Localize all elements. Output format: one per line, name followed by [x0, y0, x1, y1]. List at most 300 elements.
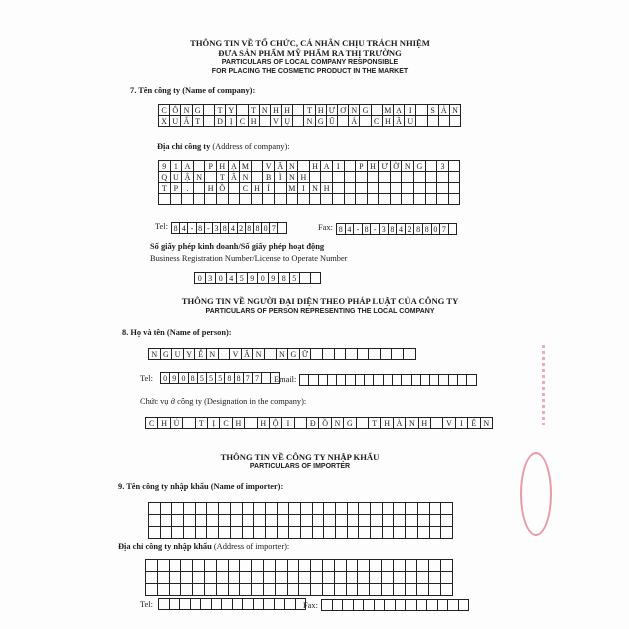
form-char-cell[interactable]: 8 — [279, 273, 290, 283]
form-char-cell[interactable] — [368, 183, 380, 194]
form-char-cell[interactable] — [370, 584, 382, 596]
form-char-cell[interactable] — [170, 572, 182, 584]
form-char-cell[interactable]: Ì — [275, 172, 287, 183]
form-char-cell[interactable]: T — [193, 116, 204, 127]
form-char-cell[interactable]: V — [443, 418, 455, 428]
form-char-cell[interactable] — [359, 503, 371, 515]
form-char-cell[interactable] — [323, 560, 335, 572]
form-char-cell[interactable]: Y — [226, 105, 237, 116]
form-char-cell[interactable] — [243, 527, 255, 539]
form-char-cell[interactable] — [328, 375, 337, 385]
form-char-cell[interactable]: 3 — [213, 223, 221, 233]
form-char-cell[interactable] — [382, 572, 394, 584]
form-char-cell[interactable] — [309, 375, 318, 385]
form-char-cell[interactable]: H — [381, 418, 393, 428]
form-char-cell[interactable] — [402, 172, 414, 183]
form-char-cell[interactable]: Ă — [242, 349, 254, 359]
form-char-cell[interactable] — [181, 584, 193, 596]
form-char-cell[interactable] — [333, 183, 345, 194]
form-char-cell[interactable] — [391, 194, 403, 205]
form-char-cell[interactable] — [467, 375, 475, 385]
form-char-cell[interactable]: Ờ — [391, 161, 403, 172]
form-char-cell[interactable] — [371, 503, 383, 515]
form-char-cell[interactable]: C — [372, 116, 383, 127]
form-char-cell[interactable] — [207, 503, 219, 515]
form-char-cell[interactable] — [347, 584, 359, 596]
form-char-cell[interactable] — [427, 600, 438, 610]
form-char-cell[interactable]: M — [383, 105, 394, 116]
form-char-cell[interactable] — [231, 503, 243, 515]
form-char-cell[interactable] — [300, 375, 309, 385]
form-char-cell[interactable] — [264, 572, 276, 584]
form-char-cell[interactable]: 8 — [246, 223, 254, 233]
form-char-cell[interactable] — [276, 560, 288, 572]
form-char-cell[interactable] — [324, 515, 336, 527]
form-char-cell[interactable] — [404, 349, 415, 359]
form-char-cell[interactable] — [438, 600, 449, 610]
form-char-cell[interactable] — [180, 599, 191, 609]
form-char-cell[interactable] — [240, 194, 252, 205]
form-char-cell[interactable] — [414, 194, 426, 205]
form-char-cell[interactable]: 8 — [235, 373, 244, 383]
form-char-cell[interactable] — [313, 527, 325, 539]
form-char-cell[interactable] — [170, 560, 182, 572]
form-char-cell[interactable]: 8 — [189, 373, 198, 383]
form-char-cell[interactable] — [348, 527, 360, 539]
form-char-cell[interactable] — [184, 527, 196, 539]
form-char-cell[interactable] — [406, 572, 418, 584]
form-char-cell[interactable] — [346, 349, 358, 359]
form-char-cell[interactable] — [217, 584, 229, 596]
form-char-cell[interactable]: 8 — [423, 224, 432, 234]
form-char-cell[interactable]: Q — [159, 172, 171, 183]
form-char-cell[interactable]: 7 — [440, 224, 449, 234]
form-char-cell[interactable] — [449, 183, 461, 194]
form-char-cell[interactable]: Ụ — [282, 116, 293, 127]
form-char-cell[interactable]: I — [456, 418, 468, 428]
form-char-cell[interactable]: 0 — [195, 273, 206, 283]
form-char-cell[interactable] — [348, 503, 360, 515]
form-char-cell[interactable]: U — [405, 116, 416, 127]
form-char-cell[interactable]: N — [181, 105, 192, 116]
form-char-cell[interactable] — [181, 572, 193, 584]
form-char-cell[interactable] — [441, 515, 453, 527]
form-char-cell[interactable] — [394, 503, 406, 515]
form-char-cell[interactable]: U — [172, 349, 184, 359]
form-char-cell[interactable] — [233, 599, 244, 609]
form-char-cell[interactable] — [426, 194, 438, 205]
form-char-cell[interactable] — [229, 560, 241, 572]
form-char-cell[interactable] — [243, 515, 255, 527]
form-char-cell[interactable]: N — [450, 105, 461, 116]
form-char-cell[interactable]: 4 — [227, 273, 238, 283]
form-char-cell[interactable] — [375, 600, 386, 610]
form-char-cell[interactable] — [336, 503, 348, 515]
form-char-cell[interactable]: - — [371, 224, 380, 234]
form-char-cell[interactable] — [406, 560, 418, 572]
form-char-cell[interactable] — [194, 183, 206, 194]
form-char-cell[interactable] — [369, 349, 381, 359]
form-char-cell[interactable] — [193, 560, 205, 572]
form-char-cell[interactable]: P — [356, 161, 368, 172]
form-char-cell[interactable] — [217, 572, 229, 584]
form-char-cell[interactable] — [359, 515, 371, 527]
form-char-cell[interactable] — [439, 116, 450, 127]
form-char-cell[interactable] — [449, 161, 461, 172]
form-char-cell[interactable] — [289, 503, 301, 515]
form-char-cell[interactable] — [347, 560, 359, 572]
form-char-cell[interactable] — [421, 375, 430, 385]
form-char-cell[interactable] — [298, 161, 310, 172]
form-char-cell[interactable] — [319, 375, 328, 385]
form-char-cell[interactable] — [231, 527, 243, 539]
form-char-cell[interactable] — [406, 503, 418, 515]
form-char-cell[interactable] — [449, 224, 457, 234]
form-char-cell[interactable]: P — [205, 161, 217, 172]
form-char-cell[interactable] — [184, 515, 196, 527]
form-char-cell[interactable] — [254, 503, 266, 515]
form-char-cell[interactable]: H — [321, 183, 333, 194]
form-char-cell[interactable]: Ễ — [195, 349, 207, 359]
form-char-cell[interactable] — [276, 584, 288, 596]
form-char-cell[interactable] — [368, 194, 380, 205]
form-char-cell[interactable]: 5 — [290, 273, 301, 283]
form-char-cell[interactable]: D — [215, 116, 226, 127]
form-char-cell[interactable] — [360, 116, 371, 127]
form-char-cell[interactable]: G — [344, 418, 356, 428]
form-char-cell[interactable]: 9 — [159, 161, 171, 172]
form-char-cell[interactable] — [265, 349, 277, 359]
form-char-cell[interactable]: 4 — [229, 223, 237, 233]
form-char-cell[interactable] — [311, 349, 323, 359]
form-char-cell[interactable] — [184, 503, 196, 515]
form-char-cell[interactable] — [406, 584, 418, 596]
form-char-cell[interactable] — [161, 515, 173, 527]
form-char-cell[interactable]: N — [483, 418, 490, 428]
form-char-cell[interactable] — [311, 560, 323, 572]
form-char-cell[interactable] — [437, 183, 449, 194]
form-char-cell[interactable] — [323, 349, 335, 359]
form-char-cell[interactable]: I — [333, 161, 345, 172]
form-char-cell[interactable] — [171, 194, 183, 205]
form-char-cell[interactable] — [358, 584, 370, 596]
form-char-cell[interactable]: T — [159, 183, 171, 194]
form-char-cell[interactable]: Ồ — [217, 183, 229, 194]
form-char-cell[interactable] — [260, 116, 271, 127]
form-char-cell[interactable]: A — [321, 161, 333, 172]
form-char-cell[interactable] — [345, 183, 357, 194]
form-char-cell[interactable]: V — [263, 161, 275, 172]
form-char-cell[interactable]: Ữ — [300, 349, 312, 359]
form-char-cell[interactable] — [161, 527, 173, 539]
form-char-cell[interactable] — [172, 503, 184, 515]
form-char-cell[interactable] — [439, 375, 448, 385]
form-char-cell[interactable] — [196, 503, 208, 515]
form-char-cell[interactable] — [278, 527, 290, 539]
form-char-cell[interactable]: Ô — [170, 105, 181, 116]
form-char-cell[interactable] — [158, 560, 170, 572]
form-char-cell[interactable] — [441, 503, 453, 515]
form-char-cell[interactable]: N — [304, 116, 315, 127]
form-char-cell[interactable]: 5 — [216, 373, 225, 383]
form-char-cell[interactable]: I — [405, 105, 416, 116]
form-char-cell[interactable]: 0 — [432, 224, 441, 234]
form-char-cell[interactable]: N — [402, 161, 414, 172]
form-char-cell[interactable] — [381, 349, 393, 359]
form-char-cell[interactable] — [310, 172, 322, 183]
form-char-cell[interactable]: 8 — [337, 224, 346, 234]
form-char-cell[interactable]: Ả — [439, 105, 450, 116]
form-char-cell[interactable] — [345, 194, 357, 205]
form-char-cell[interactable] — [252, 560, 264, 572]
form-char-cell[interactable] — [170, 599, 181, 609]
form-char-cell[interactable] — [191, 599, 202, 609]
form-char-cell[interactable] — [207, 527, 219, 539]
form-char-cell[interactable] — [149, 503, 161, 515]
form-char-cell[interactable]: V — [271, 116, 282, 127]
form-char-cell[interactable]: 8 — [363, 224, 372, 234]
form-char-cell[interactable]: 4 — [346, 224, 355, 234]
form-char-cell[interactable]: H — [419, 418, 431, 428]
form-char-cell[interactable] — [321, 172, 333, 183]
form-char-cell[interactable] — [382, 560, 394, 572]
form-char-cell[interactable] — [335, 349, 347, 359]
form-char-cell[interactable] — [311, 273, 321, 283]
form-char-cell[interactable] — [370, 560, 382, 572]
form-char-cell[interactable]: 8 — [414, 224, 423, 234]
form-char-cell[interactable] — [441, 584, 453, 596]
form-char-cell[interactable] — [418, 527, 430, 539]
form-char-cell[interactable]: Í — [263, 183, 275, 194]
form-char-cell[interactable] — [437, 194, 449, 205]
form-char-cell[interactable]: Y — [184, 349, 196, 359]
form-char-cell[interactable] — [275, 599, 286, 609]
form-char-cell[interactable] — [172, 515, 184, 527]
form-char-cell[interactable] — [240, 560, 252, 572]
form-char-cell[interactable] — [219, 515, 231, 527]
form-char-cell[interactable]: N — [332, 418, 344, 428]
form-char-cell[interactable]: H — [258, 418, 270, 428]
form-char-cell[interactable] — [417, 584, 429, 596]
form-char-cell[interactable] — [441, 572, 453, 584]
form-char-cell[interactable] — [429, 584, 441, 596]
form-char-cell[interactable] — [335, 560, 347, 572]
form-char-cell[interactable] — [394, 560, 406, 572]
form-char-cell[interactable] — [336, 515, 348, 527]
form-char-cell[interactable] — [345, 161, 357, 172]
form-char-cell[interactable] — [343, 600, 354, 610]
form-char-cell[interactable] — [196, 515, 208, 527]
form-char-cell[interactable] — [394, 584, 406, 596]
form-char-cell[interactable] — [254, 515, 266, 527]
form-char-cell[interactable] — [417, 572, 429, 584]
form-char-cell[interactable] — [402, 194, 414, 205]
form-char-cell[interactable] — [289, 527, 301, 539]
form-char-cell[interactable] — [430, 515, 442, 527]
form-char-cell[interactable] — [450, 116, 461, 127]
form-char-cell[interactable]: 7 — [270, 223, 278, 233]
form-char-cell[interactable] — [394, 527, 406, 539]
form-char-cell[interactable] — [371, 515, 383, 527]
form-char-cell[interactable]: M — [287, 183, 299, 194]
form-char-cell[interactable] — [426, 161, 438, 172]
form-char-cell[interactable]: 2 — [406, 224, 415, 234]
form-char-cell[interactable] — [266, 527, 278, 539]
form-char-cell[interactable]: 4 — [397, 224, 406, 234]
form-char-cell[interactable] — [275, 183, 287, 194]
form-char-cell[interactable] — [278, 223, 285, 233]
form-char-cell[interactable]: 0 — [179, 373, 188, 383]
form-char-cell[interactable]: Ủ — [171, 418, 183, 428]
form-char-cell[interactable] — [321, 194, 333, 205]
form-char-cell[interactable] — [365, 375, 374, 385]
form-char-cell[interactable] — [449, 375, 458, 385]
form-char-cell[interactable] — [205, 560, 217, 572]
form-char-cell[interactable] — [172, 527, 184, 539]
form-char-cell[interactable] — [449, 194, 461, 205]
form-char-cell[interactable]: G — [360, 105, 371, 116]
form-char-cell[interactable]: 4 — [180, 223, 188, 233]
form-char-cell[interactable]: C — [220, 418, 232, 428]
form-char-cell[interactable]: - — [188, 223, 196, 233]
form-char-cell[interactable]: 8 — [389, 224, 398, 234]
form-char-cell[interactable] — [384, 375, 393, 385]
form-char-cell[interactable] — [229, 584, 241, 596]
form-char-cell[interactable] — [252, 161, 264, 172]
form-char-cell[interactable]: N — [406, 418, 418, 428]
form-char-cell[interactable] — [414, 183, 426, 194]
form-char-cell[interactable] — [324, 503, 336, 515]
form-char-cell[interactable]: T — [249, 105, 260, 116]
form-char-cell[interactable] — [437, 172, 449, 183]
form-char-cell[interactable] — [379, 183, 391, 194]
form-char-cell[interactable] — [229, 194, 241, 205]
form-char-cell[interactable] — [459, 600, 469, 610]
form-char-cell[interactable] — [266, 515, 278, 527]
form-char-cell[interactable] — [418, 503, 430, 515]
form-char-cell[interactable]: Á — [349, 116, 360, 127]
form-char-cell[interactable] — [428, 116, 439, 127]
form-char-cell[interactable] — [336, 527, 348, 539]
form-char-cell[interactable] — [346, 375, 355, 385]
form-char-cell[interactable]: 5 — [198, 373, 207, 383]
form-char-cell[interactable]: 7 — [253, 373, 262, 383]
form-char-cell[interactable]: Ạ — [229, 161, 241, 172]
form-char-cell[interactable] — [149, 515, 161, 527]
form-char-cell[interactable] — [205, 584, 217, 596]
form-char-cell[interactable]: Ũ — [327, 116, 338, 127]
form-char-cell[interactable] — [426, 183, 438, 194]
form-char-cell[interactable] — [278, 503, 290, 515]
form-char-cell[interactable]: 8 — [172, 223, 180, 233]
form-char-cell[interactable] — [252, 194, 264, 205]
form-char-cell[interactable]: H — [310, 161, 322, 172]
form-char-cell[interactable] — [204, 116, 215, 127]
form-char-cell[interactable]: Ậ — [182, 172, 194, 183]
form-char-cell[interactable] — [222, 599, 233, 609]
form-char-cell[interactable]: Ư — [327, 105, 338, 116]
form-char-cell[interactable]: 2 — [238, 223, 246, 233]
form-char-cell[interactable] — [231, 515, 243, 527]
form-char-cell[interactable] — [383, 515, 395, 527]
form-char-cell[interactable] — [448, 600, 459, 610]
form-char-cell[interactable]: I — [298, 183, 310, 194]
form-char-cell[interactable] — [219, 503, 231, 515]
form-char-cell[interactable]: 0 — [262, 223, 270, 233]
form-char-cell[interactable] — [205, 194, 217, 205]
form-char-cell[interactable] — [396, 600, 407, 610]
form-char-cell[interactable]: I — [282, 418, 294, 428]
form-char-cell[interactable]: H — [205, 183, 217, 194]
form-char-cell[interactable]: 8 — [221, 223, 229, 233]
form-char-cell[interactable]: G — [316, 116, 327, 127]
form-char-cell[interactable] — [383, 527, 395, 539]
form-char-cell[interactable] — [263, 194, 275, 205]
form-char-cell[interactable] — [278, 515, 290, 527]
form-char-cell[interactable] — [324, 527, 336, 539]
form-char-cell[interactable] — [311, 584, 323, 596]
form-char-cell[interactable]: - — [205, 223, 213, 233]
form-char-cell[interactable]: Ư — [379, 161, 391, 172]
form-char-cell[interactable]: Ấ — [181, 116, 192, 127]
form-char-cell[interactable]: H — [158, 418, 170, 428]
form-char-cell[interactable] — [275, 194, 287, 205]
form-char-cell[interactable]: T — [196, 418, 208, 428]
form-char-cell[interactable] — [337, 375, 346, 385]
form-char-cell[interactable] — [406, 527, 418, 539]
form-char-cell[interactable] — [240, 572, 252, 584]
form-char-cell[interactable] — [348, 515, 360, 527]
form-char-cell[interactable] — [237, 105, 248, 116]
form-char-cell[interactable] — [371, 527, 383, 539]
form-char-cell[interactable] — [310, 194, 322, 205]
form-char-cell[interactable]: G — [193, 105, 204, 116]
form-char-cell[interactable] — [441, 527, 453, 539]
form-char-cell[interactable] — [219, 527, 231, 539]
form-char-cell[interactable]: U — [171, 172, 183, 183]
form-char-cell[interactable] — [181, 560, 193, 572]
form-char-cell[interactable] — [458, 375, 467, 385]
form-char-cell[interactable] — [299, 560, 311, 572]
form-char-cell[interactable] — [159, 599, 170, 609]
form-char-cell[interactable] — [149, 527, 161, 539]
form-char-cell[interactable] — [372, 105, 383, 116]
form-char-cell[interactable] — [289, 515, 301, 527]
form-char-cell[interactable] — [266, 503, 278, 515]
form-char-cell[interactable]: T — [369, 418, 381, 428]
form-char-cell[interactable] — [194, 194, 206, 205]
form-char-cell[interactable]: 0 — [258, 273, 269, 283]
form-char-cell[interactable] — [391, 183, 403, 194]
form-char-cell[interactable] — [205, 572, 217, 584]
form-char-cell[interactable]: 3 — [206, 273, 217, 283]
form-char-cell[interactable] — [196, 527, 208, 539]
form-char-cell[interactable]: 7 — [244, 373, 253, 383]
form-char-cell[interactable] — [368, 172, 380, 183]
form-char-cell[interactable] — [193, 584, 205, 596]
form-char-cell[interactable] — [240, 584, 252, 596]
form-char-cell[interactable] — [193, 572, 205, 584]
form-char-cell[interactable] — [358, 572, 370, 584]
form-char-cell[interactable]: N — [240, 172, 252, 183]
form-char-cell[interactable] — [146, 560, 158, 572]
form-char-cell[interactable] — [416, 116, 427, 127]
form-char-cell[interactable]: Ạ — [394, 105, 405, 116]
form-char-cell[interactable]: G — [288, 349, 300, 359]
form-char-cell[interactable]: H — [316, 105, 327, 116]
form-char-cell[interactable] — [183, 418, 195, 428]
form-char-cell[interactable] — [252, 572, 264, 584]
